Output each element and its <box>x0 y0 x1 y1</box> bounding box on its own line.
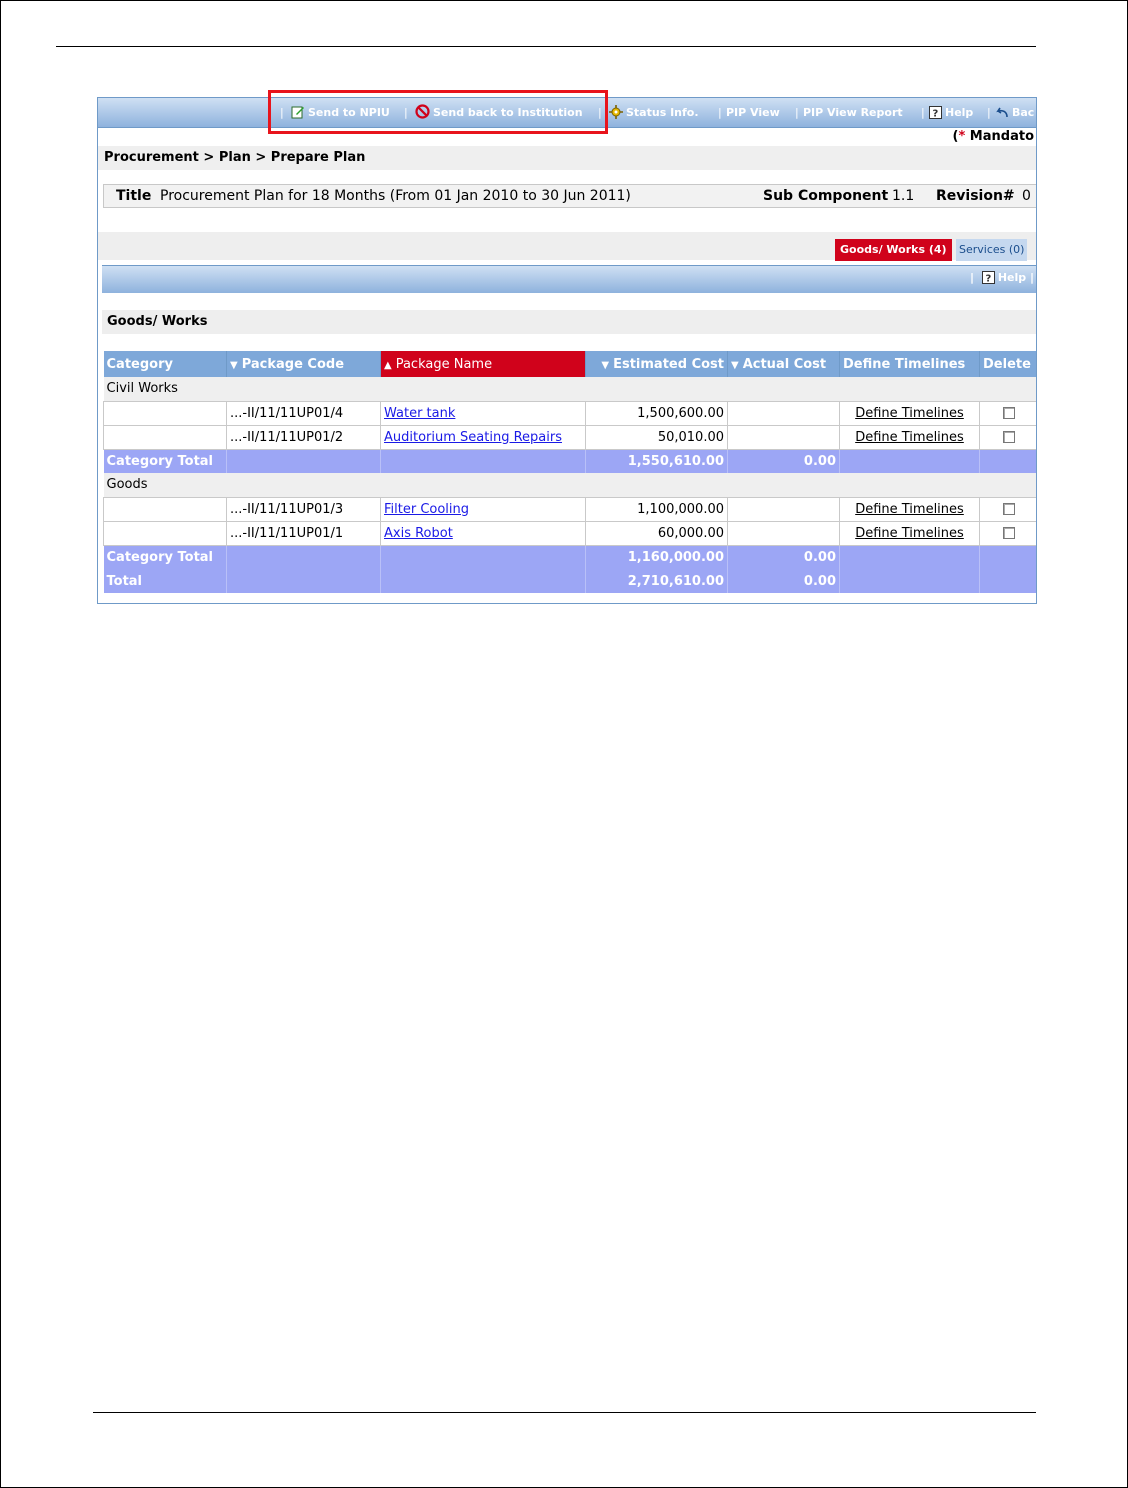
package-code: ...-II/11/11UP01/4 <box>227 401 381 425</box>
delete-checkbox[interactable] <box>1003 407 1015 419</box>
package-name-link[interactable]: Auditorium Seating Repairs <box>384 429 562 445</box>
estimated-cost: 60,000.00 <box>586 521 728 545</box>
toolbar-separator: | <box>404 106 408 119</box>
breadcrumb-bar <box>98 146 1037 170</box>
category-total-label: Category Total <box>104 545 227 569</box>
toolbar-separator: | <box>1029 271 1034 284</box>
header-rule <box>56 46 1036 47</box>
col-define-timelines-header: Define Timelines <box>840 351 980 377</box>
help-icon <box>982 271 995 284</box>
delete-checkbox[interactable] <box>1003 431 1015 443</box>
send-back-to-institution-button[interactable] <box>415 104 583 122</box>
prohibited-icon <box>415 104 430 119</box>
sub-component-value: 1.1 <box>892 188 915 204</box>
delete-checkbox[interactable] <box>1003 527 1015 539</box>
table-row <box>104 401 1038 425</box>
grand-total-actual: 0.00 <box>728 569 840 593</box>
actual-cost <box>728 521 840 545</box>
help-label: Help <box>945 106 974 119</box>
sort-down-icon: ▼ <box>601 359 610 371</box>
send-back-label: Send back to Institution <box>433 106 583 119</box>
back-button[interactable] <box>995 104 1034 122</box>
define-timelines-link[interactable]: Define Timelines <box>855 405 964 421</box>
toolbar-separator: | <box>795 106 799 119</box>
category-total-estimated: 1,550,610.00 <box>586 449 728 473</box>
title-label: Title <box>116 188 152 204</box>
category-total-row <box>104 449 1038 473</box>
toolbar-separator: | <box>280 106 284 119</box>
col-actual-cost-header[interactable]: ▼ Actual Cost <box>728 351 840 377</box>
estimated-cost: 50,010.00 <box>586 425 728 449</box>
section-header <box>102 310 1037 334</box>
mandatory-open-paren: ( <box>952 129 959 144</box>
pip-view-report-link[interactable]: PIP View Report <box>803 106 903 119</box>
packages-table <box>103 351 1037 593</box>
help-button[interactable] <box>929 104 973 122</box>
package-code: ...-II/11/11UP01/1 <box>227 521 381 545</box>
col-delete-header: Delete <box>980 351 1038 377</box>
category-total-actual: 0.00 <box>728 449 840 473</box>
col-estimated-cost-header[interactable]: ▼ Estimated Cost <box>586 351 728 377</box>
mandatory-text: Mandato <box>965 129 1034 144</box>
package-name-link[interactable]: Axis Robot <box>384 525 453 541</box>
revision-value: 0 <box>1022 188 1031 204</box>
category-total-actual: 0.00 <box>728 545 840 569</box>
revision-label: Revision# <box>936 188 1015 204</box>
svg-text:?: ? <box>985 273 992 284</box>
breadcrumb: Procurement > Plan > Prepare Plan <box>104 150 366 165</box>
category-total-row <box>104 545 1038 569</box>
col-package-code-header[interactable]: ▼ Package Code <box>227 351 381 377</box>
tab-goods-works[interactable]: Goods/ Works (4) <box>835 239 952 261</box>
delete-checkbox[interactable] <box>1003 503 1015 515</box>
package-code: ...-II/11/11UP01/3 <box>227 497 381 521</box>
table-row <box>104 521 1038 545</box>
send-to-npiu-button[interactable] <box>291 104 390 122</box>
mandatory-note <box>953 129 1034 144</box>
table-header-row <box>104 351 1038 377</box>
send-to-npiu-label: Send to NPIU <box>308 106 390 119</box>
table-row <box>104 425 1038 449</box>
actual-cost <box>728 425 840 449</box>
gear-icon <box>609 105 623 119</box>
section-help-label: Help <box>997 271 1027 284</box>
mandatory-star: * <box>958 129 966 144</box>
package-code: ...-II/11/11UP01/2 <box>227 425 381 449</box>
grand-total-row <box>104 569 1038 593</box>
main-toolbar <box>98 98 1037 128</box>
svg-text:?: ? <box>932 108 939 119</box>
actual-cost <box>728 497 840 521</box>
help-icon <box>929 106 942 119</box>
back-label: Bac <box>1012 106 1035 119</box>
status-info-button[interactable] <box>609 104 699 122</box>
section-help-button[interactable] <box>970 271 1034 284</box>
toolbar-separator: | <box>718 106 722 119</box>
category-total-estimated: 1,160,000.00 <box>586 545 728 569</box>
category-total-label: Category Total <box>104 449 227 473</box>
pip-view-link[interactable]: PIP View <box>726 106 780 119</box>
toolbar-separator: | <box>921 106 925 119</box>
sub-component-label: Sub Component <box>763 188 889 204</box>
sort-up-icon: ▲ <box>384 359 392 371</box>
grand-total-estimated: 2,710,610.00 <box>586 569 728 593</box>
plan-title: Procurement Plan for 18 Months (From 01 Jan 2010 to 30 Jun 2011) <box>160 188 631 204</box>
category-name: Civil Works <box>104 377 1038 401</box>
define-timelines-link[interactable]: Define Timelines <box>855 429 964 445</box>
estimated-cost: 1,100,000.00 <box>586 497 728 521</box>
estimated-cost: 1,500,600.00 <box>586 401 728 425</box>
section-title: Goods/ Works <box>107 314 208 329</box>
status-info-label: Status Info. <box>626 106 699 119</box>
section-toolbar <box>102 265 1037 293</box>
footer-rule <box>93 1412 1036 1413</box>
tab-services[interactable]: Services (0) <box>956 239 1027 261</box>
category-row <box>104 473 1038 497</box>
back-arrow-icon <box>995 107 1009 119</box>
toolbar-separator: | <box>969 271 974 284</box>
toolbar-separator: | <box>598 106 602 119</box>
package-name-link[interactable]: Filter Cooling <box>384 501 470 517</box>
actual-cost <box>728 401 840 425</box>
table-row <box>104 497 1038 521</box>
col-package-name-header[interactable]: ▲ Package Name <box>381 351 586 377</box>
col-category-header[interactable]: Category <box>104 351 227 377</box>
sort-down-icon: ▼ <box>230 359 238 371</box>
define-timelines-link[interactable]: Define Timelines <box>855 501 964 517</box>
toolbar-separator: | <box>987 106 991 119</box>
package-name-link[interactable]: Water tank <box>384 405 456 421</box>
grand-total-label: Total <box>104 569 227 593</box>
plan-info-bar <box>103 184 1037 208</box>
category-name: Goods <box>104 473 1038 497</box>
category-row <box>104 377 1038 401</box>
app-screenshot <box>97 97 1037 604</box>
edit-document-icon <box>291 105 305 119</box>
define-timelines-link[interactable]: Define Timelines <box>855 525 964 541</box>
sort-down-icon: ▼ <box>731 359 739 371</box>
